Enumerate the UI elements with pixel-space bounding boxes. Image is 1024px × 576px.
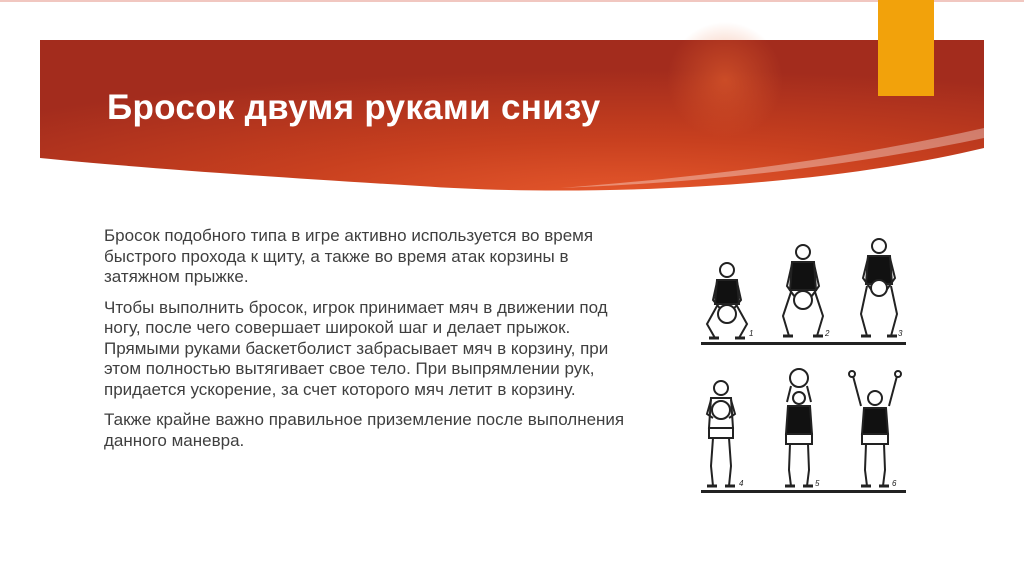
frame-number-4: 4 [739,479,744,488]
athlete-figure-3 [861,239,897,336]
athlete-figure-4 [707,381,735,486]
athlete-figure-6 [849,371,901,486]
paragraph-3: Также крайне важно правильное приземление после выполнения данного маневра. [104,410,625,450]
accent-tab [878,0,934,96]
paragraph-2: Чтобы выполнить бросок, игрок принимает мяч в движении под ногу, после чего совершает широкой шаг и делает прыжок. Прямыми руками баскетболист забрасывает мяч в корзину, при этом полностью вытягивает свое тело. При выпрямлении рук, придается ускорение, за счет которого мяч летит в корзину. [104,297,609,399]
frame-number-3: 3 [898,329,903,338]
athlete-figure-2 [783,245,823,336]
frame-number-6: 6 [892,479,897,488]
paragraph-1: Бросок подобного типа в игре активно используется во время быстрого прохода к щиту, а также во время атак корзины в затяжном прыжке. [104,226,594,286]
throw-sequence-illustration [695,238,907,496]
slide-title: Бросок двумя руками снизу [107,88,601,127]
frame-number-5: 5 [815,479,820,488]
athlete-figure-1 [707,263,747,338]
frame-number-2: 2 [825,329,830,338]
slide-body [104,226,634,461]
frame-number-1: 1 [749,329,754,338]
athlete-figure-5 [785,369,813,486]
